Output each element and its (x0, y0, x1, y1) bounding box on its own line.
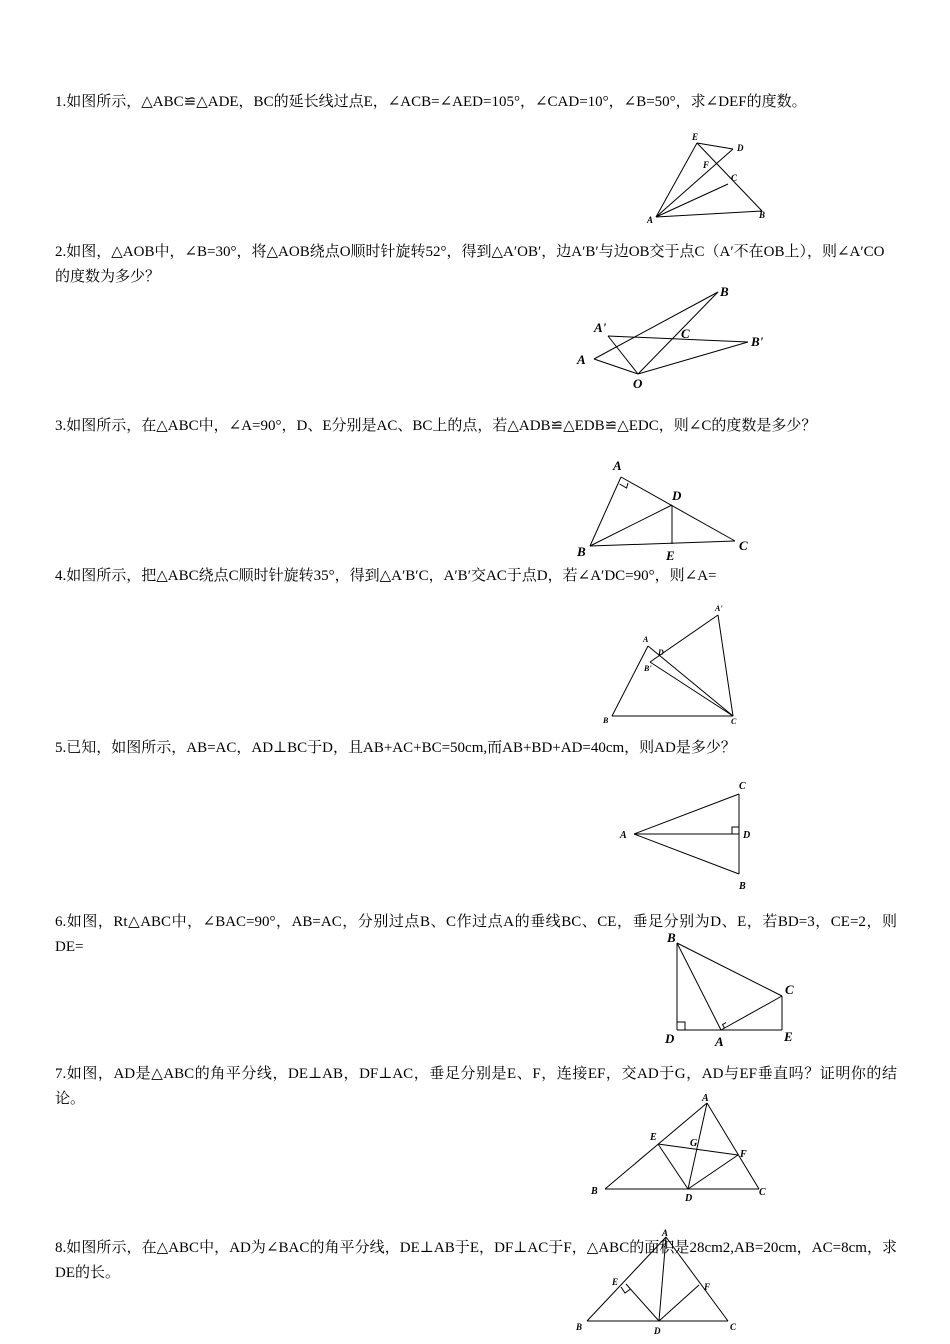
figure-3 (570, 456, 760, 566)
label-B: B (603, 716, 609, 725)
label-D: D (665, 1031, 675, 1046)
label-D: D (654, 1326, 661, 1336)
label-E: E (784, 1029, 793, 1044)
label-B: B (577, 544, 586, 559)
question-3-text: 3.如图所示，在△ABC中，∠A=90°，D、E分别是AC、BC上的点，若△ADB≌△EDB≌△EDC，则∠C的度数是多少？ (55, 418, 817, 434)
figure-2 (570, 282, 770, 392)
label-C: C (739, 538, 748, 553)
label-D: D (737, 143, 744, 153)
label-C: C (759, 1187, 766, 1198)
label-F: F (704, 1282, 711, 1292)
question-6-text: 6.如图，Rt△ABC中，∠BAC=90°，AB=AC，分别过点B、C作过点A的垂线BC、CE，垂足分别为D、E，若BD=3，CE=2，则DE= (55, 914, 897, 955)
label-D: D (672, 488, 682, 503)
label-C: C (785, 982, 794, 997)
label-A: A (577, 352, 586, 367)
label-C: C (730, 1322, 737, 1332)
label-D: D (743, 830, 751, 841)
figure-8 (570, 1226, 750, 1342)
question-8-text: 8.如图所示，在△ABC中，AD为∠BAC的角平分线，DE⊥AB于E，DF⊥AC于F，△ABC的面积是28cm2,AB=20cm，AC=8cm，求DE的长。 (55, 1240, 897, 1281)
label-B-prime: B' (751, 334, 764, 349)
label-F: F (703, 160, 710, 170)
label-A: A (613, 458, 622, 473)
figure-4 (598, 600, 748, 730)
label-A: A (643, 635, 649, 644)
figure-7 (585, 1090, 775, 1208)
label-F: F (740, 1149, 747, 1160)
label-A-prime: A' (594, 320, 607, 335)
question-1-text: 1.如图所示，△ABC≌△ADE，BC的延长线过点E，∠ACB=∠AED=105°，∠CAD=10°，∠B=50°，求∠DEF的度数。 (55, 94, 807, 110)
question-5-text: 5.已知，如图所示，AB=AC，AD⊥BC于D，且AB+AC+BC=50cm,而AB+BD+AD=40cm，则AD是多少？ (55, 740, 736, 756)
question-2-text: 2.如图，△AOB中，∠B=30°，将△AOB绕点O顺时针旋转52°，得到△A′OB′，边A′B′与边OB交于点C（A′不在OB上），则∠A′CO的度数为多少？ (55, 244, 885, 285)
figure-5 (612, 776, 762, 894)
label-A: A (715, 1034, 724, 1049)
label-A: A (647, 215, 654, 225)
label-C: C (739, 781, 746, 792)
figure-1 (640, 128, 780, 228)
label-B: B (759, 210, 766, 220)
label-C: C (731, 173, 738, 183)
label-A: A (662, 1228, 669, 1238)
label-G: G (690, 1138, 698, 1149)
label-B: B (739, 881, 746, 892)
label-B: B (720, 284, 729, 299)
label-E: E (692, 132, 699, 142)
label-A: A (702, 1093, 709, 1104)
label-E: E (650, 1132, 657, 1143)
label-C: C (681, 326, 690, 341)
question-7-text: 7.如图，AD是△ABC的角平分线，DE⊥AB，DF⊥AC，垂足分别是E、F，连接EF，交AD于G，AD与EF垂直吗？证明你的结论。 (55, 1066, 897, 1107)
label-B-prime: B' (644, 664, 652, 673)
label-E: E (612, 1277, 619, 1287)
label-B: B (591, 1186, 598, 1197)
label-D: D (658, 648, 664, 657)
label-A: A (620, 830, 627, 841)
label-O: O (633, 376, 643, 391)
figure-6 (655, 926, 815, 1048)
label-D: D (685, 1193, 693, 1204)
label-A-prime: A' (715, 604, 723, 613)
question-4-text: 4.如图所示，把△ABC绕点C顺时针旋转35°，得到△A′B′C，A′B′交AC于点D，若∠A′DC=90°，则∠A= (55, 568, 717, 584)
label-B: B (576, 1322, 583, 1332)
label-B: B (667, 930, 676, 945)
label-C: C (731, 717, 737, 726)
label-E: E (666, 548, 675, 563)
